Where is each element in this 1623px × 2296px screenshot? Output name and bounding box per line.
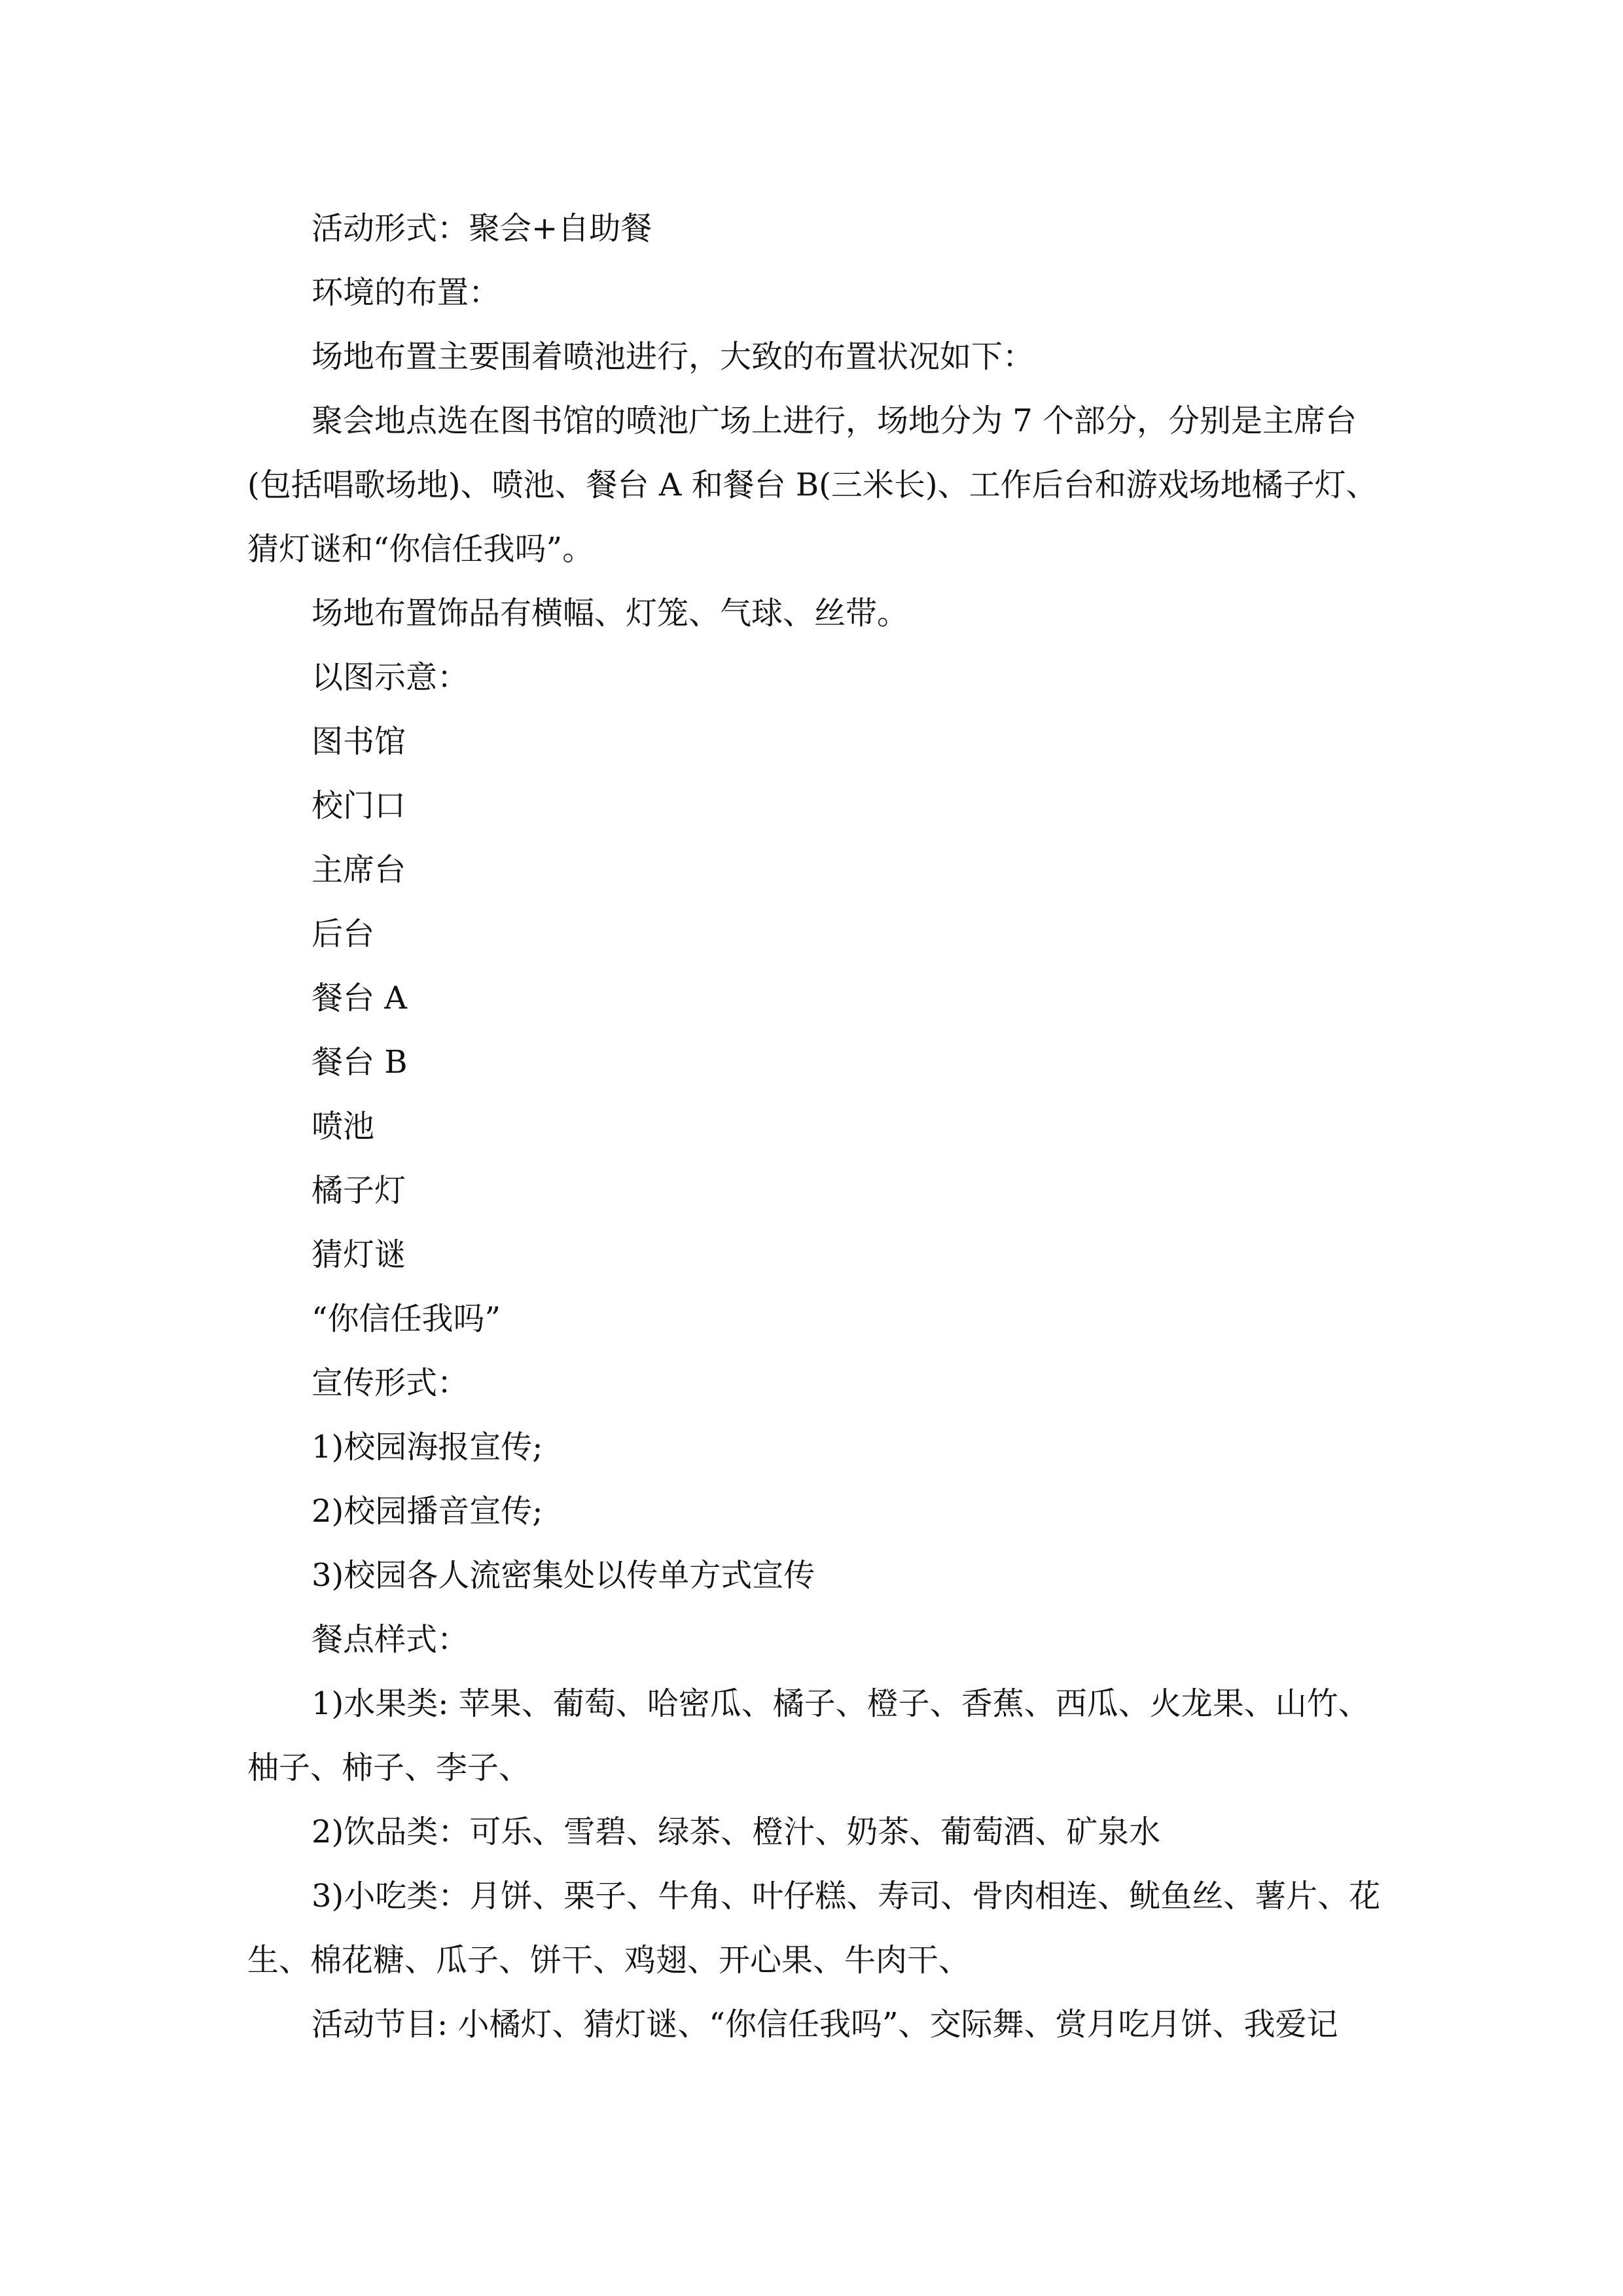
paragraph-diagram-trust-game: “你信任我吗” bbox=[312, 1300, 501, 1337]
document-body bbox=[247, 196, 1399, 2056]
paragraph-diagram-orange-lantern: 橘子灯 bbox=[312, 1172, 406, 1209]
paragraph-diagram-table-b: 餐台 B bbox=[312, 1044, 408, 1081]
paragraph-diagram-main-stage: 主席台 bbox=[312, 852, 406, 888]
paragraph-food-fruits: 1)水果类: 苹果、葡萄、哈密瓜、橘子、橙子、香蕉、西瓜、火龙果、山竹、柚子、柿子、李子、 bbox=[247, 1685, 1370, 1786]
paragraph-promotion-posters: 1)校园海报宣传; bbox=[312, 1429, 543, 1465]
paragraph-diagram-gate: 校门口 bbox=[312, 787, 406, 824]
paragraph-diagram-lantern-riddles: 猜灯谜 bbox=[312, 1236, 406, 1273]
paragraph-diagram-backstage: 后台 bbox=[312, 916, 375, 952]
paragraph-decorations: 场地布置饰品有横幅、灯笼、气球、丝带。 bbox=[312, 595, 909, 632]
paragraph-diagram-fountain: 喷池 bbox=[312, 1108, 375, 1145]
paragraph-food-drinks: 2)饮品类：可乐、雪碧、绿茶、橙汁、奶茶、葡萄酒、矿泉水 bbox=[312, 1814, 1161, 1850]
paragraph-diagram-library: 图书馆 bbox=[312, 723, 406, 760]
paragraph-layout-summary: 场地布置主要围着喷池进行，大致的布置状况如下： bbox=[312, 338, 1035, 375]
paragraph-diagram-table-a: 餐台 A bbox=[312, 980, 407, 1016]
paragraph-promotion-broadcast: 2)校园播音宣传; bbox=[312, 1493, 543, 1530]
paragraph-program-list: 活动节目: 小橘灯、猜灯谜、“你信任我吗”、交际舞、赏月吃月饼、我爱记 bbox=[312, 2006, 1338, 2043]
paragraph-promotion-flyers: 3)校园各人流密集处以传单方式宣传 bbox=[312, 1557, 815, 1594]
paragraph-promotion-heading: 宣传形式： bbox=[312, 1365, 469, 1401]
paragraph-food-snacks: 3)小吃类：月饼、栗子、牛角、叶仔糕、寿司、骨肉相连、鱿鱼丝、薯片、花生、棉花糖、瓜子、饼干、鸡翅、开心果、牛肉干、 bbox=[247, 1878, 1381, 1979]
paragraph-food-heading: 餐点样式： bbox=[312, 1621, 469, 1658]
paragraph-environment-heading: 环境的布置： bbox=[312, 274, 501, 311]
paragraph-activity-form: 活动形式：聚会+自助餐 bbox=[312, 210, 652, 247]
paragraph-venue-description: 聚会地点选在图书馆的喷池广场上进行，场地分为 7 个部分，分别是主席台(包括唱歌场地)、喷池、餐台 A 和餐台 B(三米长)、工作后台和游戏场地橘子灯、猜灯谜和“你信任我吗”。 bbox=[247, 403, 1378, 567]
paragraph-diagram-intro: 以图示意： bbox=[312, 659, 469, 696]
